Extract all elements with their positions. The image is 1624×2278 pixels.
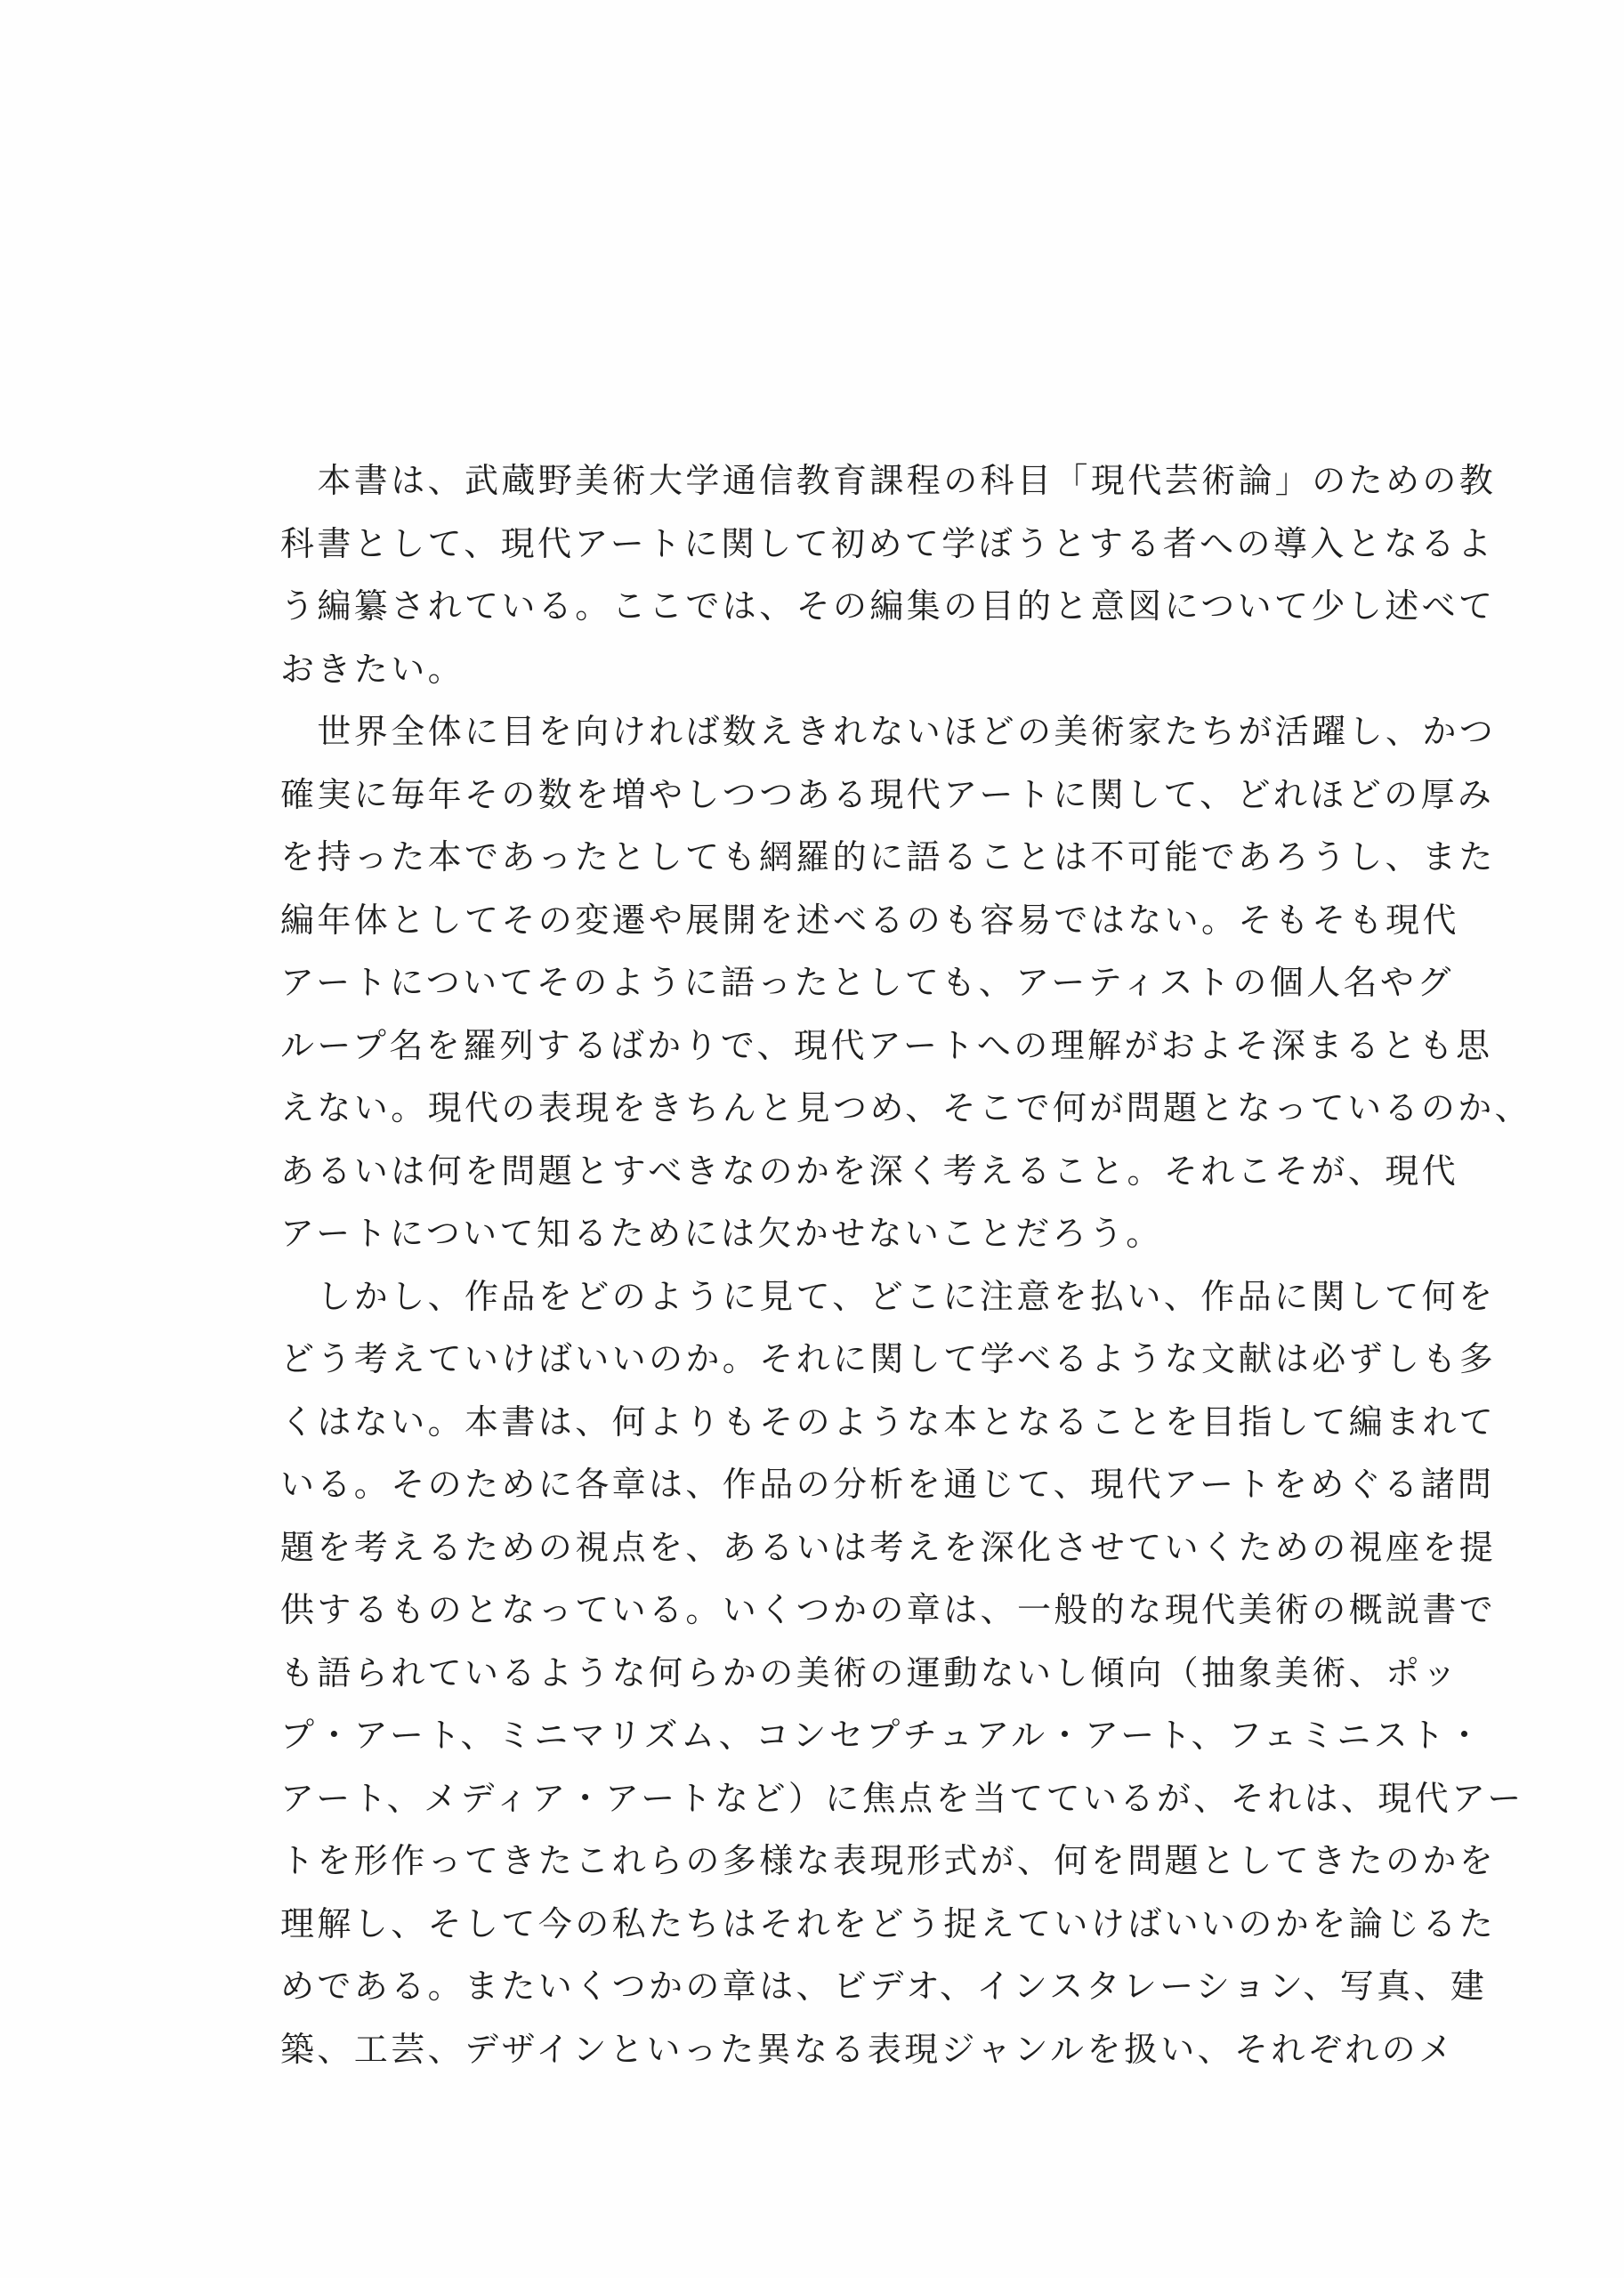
text-line: 世界全体に目を向ければ数えきれないほどの美術家たちが活躍し、かつ [280, 712, 1497, 751]
text-line: アート、メディア・アートなど）に焦点を当てているが、それは、現代アー [280, 1778, 1524, 1818]
text-line: 科書として、現代アートに関して初めて学ぼうとする者への導入となるよ [280, 523, 1495, 563]
text-line: えない。現代の表現をきちんと見つめ、そこで何が問題となっているのか、 [280, 1088, 1532, 1127]
text-line: 確実に毎年その数を増やしつつある現代アートに関して、どれほどの厚み [280, 774, 1495, 814]
text-line: う編纂されている。ここでは、その編集の目的と意図について少し述べて [280, 586, 1496, 626]
text-line: 供するものとなっている。いくつかの章は、一般的な現代美術の概説書で [280, 1590, 1497, 1629]
text-line: 築、工芸、デザインといった異なる表現ジャンルを扱い、それぞれのメ [280, 2029, 1456, 2069]
text-line: も語られているような何らかの美術の運動ないし傾向（抽象美術、ポッ [280, 1652, 1459, 1692]
text-line: おきたい。 [280, 649, 465, 689]
text-line: アートについて知るためには欠かせないことだろう。 [280, 1214, 1163, 1253]
text-line: めである。またいくつかの章は、ビデオ、インスタレーション、写真、建 [280, 1967, 1488, 2006]
text-line: あるいは何を問題とすべきなのかを深く考えること。それこそが、現代 [280, 1151, 1459, 1191]
text-line: アートについてそのように語ったとしても、アーティストの個人名やグ [280, 963, 1454, 1002]
text-line: 編年体としてその変遷や展開を述べるのも容易ではない。そもそも現代 [280, 900, 1459, 940]
text-line: くはない。本書は、何よりもそのような本となることを目指して編まれて [280, 1402, 1497, 1442]
text-line: どう考えていけばいいのか。それに関して学べるような文献は必ずしも多 [280, 1339, 1497, 1378]
text-line: トを形作ってきたこれらの多様な表現形式が、何を問題としてきたのかを [280, 1841, 1497, 1880]
text-line: 題を考えるための視点を、あるいは考えを深化させていくための視座を提 [280, 1527, 1497, 1567]
text-line: ループ名を羅列するばかりで、現代アートへの理解がおよそ深まるとも思 [280, 1025, 1493, 1065]
text-line: 本書は、武蔵野美術大学通信教育課程の科目「現代芸術論」のための教 [280, 461, 1497, 500]
text-line: 理解し、そして今の私たちはそれをどう捉えていけばいいのかを論じるた [280, 1903, 1497, 1943]
body-text [280, 449, 1532, 2080]
text-line: いる。そのために各章は、作品の分析を通じて、現代アートをめぐる諸問 [280, 1465, 1495, 1504]
text-line: しかし、作品をどのように見て、どこに注意を払い、作品に関して何を [280, 1276, 1496, 1316]
text-line: プ・アート、ミニマリズム、コンセプチュアル・アート、フェミニスト・ [280, 1716, 1484, 1755]
text-line: を持った本であったとしても網羅的に語ることは不可能であろうし、また [280, 837, 1496, 876]
